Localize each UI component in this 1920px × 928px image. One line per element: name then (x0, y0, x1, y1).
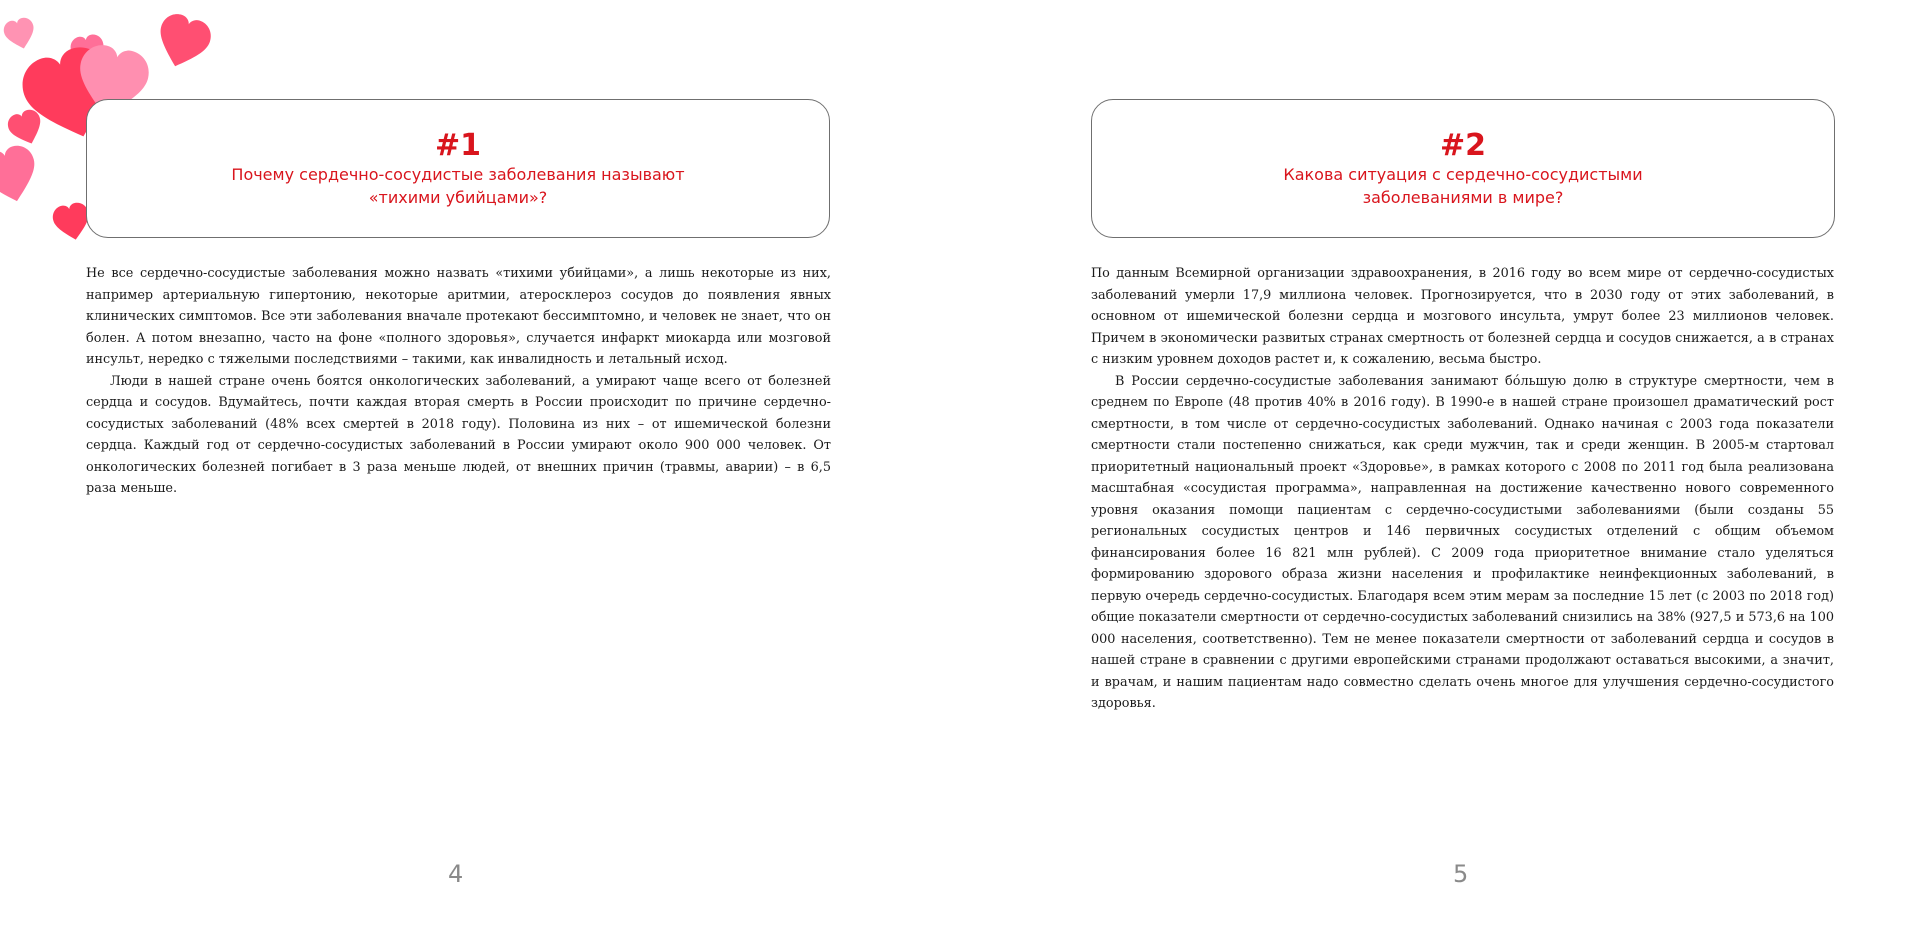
paragraph: По данным Всемирной организации здравоохранения, в 2016 году во всем мире от сердечно-сосудистых заболеваний умерли 17,9 миллиона человек. Прогнозируется, что в 2030 году от этих заболеваний, в основном от ишемической болезни сердца и мозгового инсульта, умрут более 23 миллионов человек. Причем в экономически развитых странах смертность от болезней сердца и сосудов снижается, а в странах с низким уровнем доходов растет и, к сожалению, весьма быстро. (1091, 266, 1834, 367)
question-2-title-box (1091, 99, 1835, 238)
page-right (960, 0, 1920, 928)
question-number: #2 (1439, 127, 1486, 163)
question-title-line-2: «тихими убийцами»? (368, 187, 548, 207)
question-title-line-2: заболеваниями в мире? (1362, 187, 1564, 207)
paragraph: Люди в нашей стране очень боятся онкологических заболеваний, а умирают чаще всего от болезней сердца и сосудов. Вдумайтесь, почти каждая вторая смерть в России происходит по причине сердечно-сосудистых заболеваний (48% всех смертей в 2018 году). Половина из них – от ишемической болезни сердца. Каждый год от сердечно-сосудистых заболеваний в России умирают около 900 000 человек. От онкологических болезней погибает в 3 раза меньше людей, от внешних причин (травмы, аварии) – в 6,5 раза меньше. (86, 373, 831, 496)
question-1-title-box (86, 99, 830, 238)
page-number: 5 (1453, 860, 1469, 888)
question-title-line-1: Какова ситуация с сердечно-сосудистыми (1283, 164, 1643, 184)
answer-text (1091, 263, 1834, 715)
page-number: 4 (448, 860, 464, 888)
paragraph: В России сердечно-сосудистые заболевания занимают бóльшую долю в структуре смертности, чем в среднем по Европе (48 против 40% в 2016 году). В 1990-е в нашей стране произошел драматический рост смертности, в том числе от сердечно-сосудистых заболеваний. Однако начиная с 2003 года показатели смертности стали постепенно снижаться, как среди мужчин, так и среди женщин. В 2005-м стартовал приоритетный национальный проект «Здоровье», в рамках которого с 2008 по 2011 год была реализована масштабная «сосудистая программа», направленная на достижение качественно нового современного уровня оказания помощи пациентам с сердечно-сосудистыми заболеваниями (были созданы 55 региональных сосудистых центров и 146 первичных сосудистых отделений с общим объемом финансирования более 16 821 млн рублей). С 2009 года приоритетное внимание стало уделяться формированию здорового образа жизни населения и профилактике неинфекционных заболеваний, в первую очередь сердечно-сосудистых. Благодаря всем этим мерам за последние 15 лет (с 2003 по 2018 год) общие показатели смертности от сердечно-сосудистых заболеваний снизились на 38% (927,5 и 573,6 на 100 000 населения, соответственно). Тем не менее показатели смертности от заболеваний сердца и сосудов в нашей стране в сравнении с другими европейскими странами продолжают оставаться высокими, а значит, и врачам, и нашим пациентам надо совместно сделать очень многое для улучшения сердечно-сосудистого здоровья. (1091, 373, 1834, 711)
question-title-line-1: Почему сердечно-сосудистые заболевания называют (231, 164, 685, 184)
question-number: #1 (434, 127, 481, 163)
answer-text (86, 263, 831, 500)
paragraph: Не все сердечно-сосудистые заболевания можно назвать «тихими убийцами», а лишь некоторые из них, например артериальную гипертонию, некоторые аритмии, атеросклероз сосудов до появления явных клинических симптомов. Все эти заболевания вначале протекают бессимптомно, и человек не знает, что он болен. А потом внезапно, часто на фоне «полного здоровья», случается инфаркт миокарда или мозговой инсульт, нередко с тяжелыми последствиями – такими, как инвалидность и летальный исход. (86, 266, 831, 367)
